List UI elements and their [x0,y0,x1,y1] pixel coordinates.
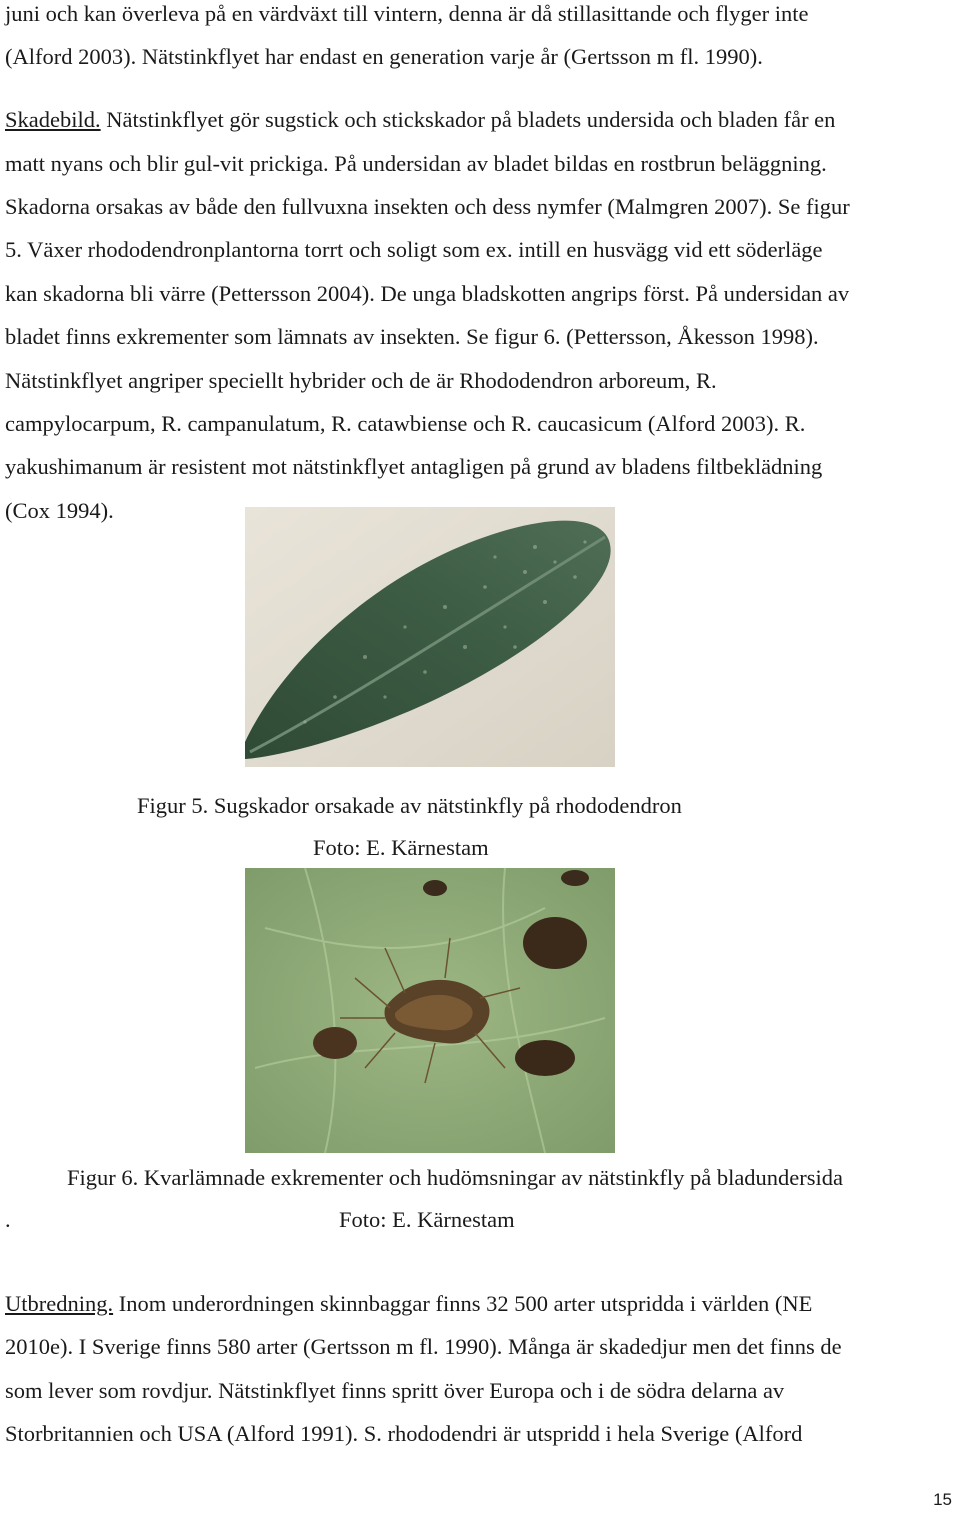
text-line: bladet finns exkrementer som lämnats av insekten. Se figur 6. (Pettersson, Åkesson 1998). [5,324,819,349]
text-line: Storbritannien och USA (Alford 1991). S. rhododendri är utspridd i hela Sverige (Alford [5,1421,803,1446]
section-heading-utbredning: Utbredning. [5,1291,114,1316]
figure5-caption: Figur 5. Sugskador orsakade av nätstinkfly på rhododendron [137,793,682,818]
text-span: Inom underordningen skinnbaggar finns 32 500 arter utspridda i världen (NE [113,1291,813,1316]
figure6-credit: Foto: E. Kärnestam [339,1207,515,1232]
text-line: (Alford 2003). Nätstinkflyet har endast en generation varje år (Gertsson m fl. 1990). [5,44,763,69]
figure6-dot: . [5,1207,11,1232]
figure6-caption: Figur 6. Kvarlämnade exkrementer och hudömsningar av nätstinkfly på bladundersida [67,1165,844,1190]
text-line: campylocarpum, R. campanulatum, R. catawbiense och R. caucasicum (Alford 2003). R. [5,411,806,436]
text-line: som lever som rovdjur. Nätstinkflyet finns spritt över Europa och i de södra delarna av [5,1378,785,1403]
figure6-photo [245,868,615,1153]
figure5-photo [245,507,615,767]
text-line: 5. Växer rhododendronplantorna torrt och soligt som ex. intill en husvägg vid ett söderläge [5,237,823,262]
section-heading-skadebild: Skadebild. [5,107,101,132]
text-line: (Cox 1994). [5,498,114,523]
text-line [5,106,835,134]
text-line: kan skadorna bli värre (Pettersson 2004). De unga bladskotten angrips först. På undersidan av [5,281,850,306]
text-line: yakushimanum är resistent mot nätstinkflyet antagligen på grund av bladens filtbeklädning [5,454,823,479]
text-span: Nätstinkflyet gör sugstick och stickskador på bladets undersida och bladen får en [100,107,836,132]
text-line [5,1290,812,1318]
text-line: Nätstinkflyet angriper speciellt hybrider och de är Rhododendron arboreum, R. [5,368,717,393]
figure5-credit: Foto: E. Kärnestam [313,835,489,860]
text-line: juni och kan överleva på en värdväxt till vintern, denna är då stillasittande och flyger inte [5,1,809,26]
text-line: matt nyans och blir gul-vit prickiga. På undersidan av bladet bildas en rostbrun beläggning. [5,151,827,176]
text-line: 2010e). I Sverige finns 580 arter (Gertsson m fl. 1990). Många är skadedjur men det finns de [5,1334,842,1359]
page-number: 15 [933,1490,952,1509]
text-line: Skadorna orsakas av både den fullvuxna insekten och dess nymfer (Malmgren 2007). Se figur [5,194,850,219]
